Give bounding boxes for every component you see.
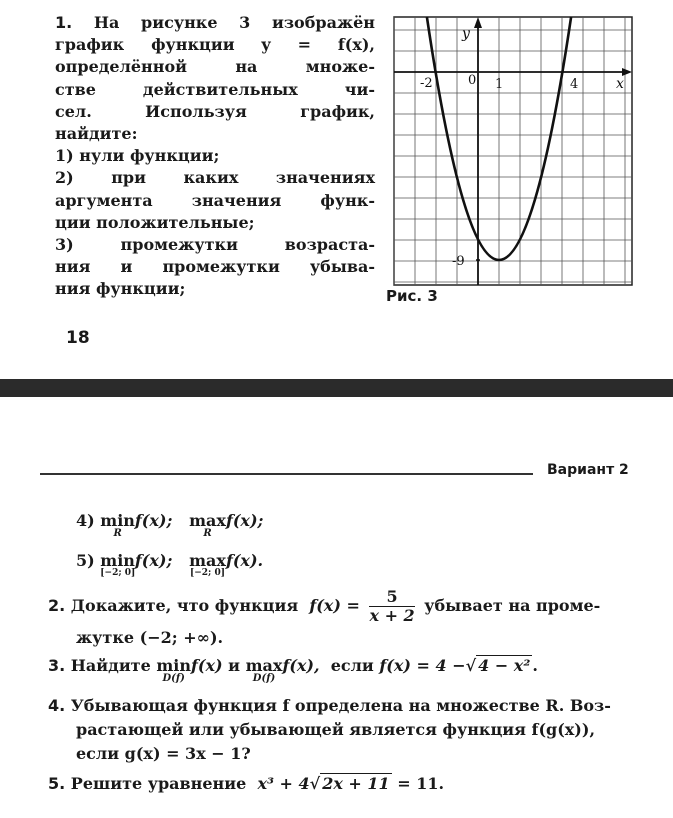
variant-label: Вариант 2 [547,462,629,478]
problem-4-line-2: растающей или убывающей является функция f(g(x)), [76,720,596,739]
tick-label-minus9: -9 [452,254,465,269]
problem-1-line-9: аргумента значения функ- [55,190,375,210]
item-4-min-word: min [100,511,135,530]
item-4-label: 4) [76,511,95,530]
problem-2-numerator: 5 [369,588,414,607]
problem-5-number: 5. [48,774,66,793]
problem-1-line-11: 3) промежутки возраста- [55,235,375,255]
item-5-min-word: min [100,551,135,570]
x-axis-label: x [616,76,624,92]
item-4 [76,511,264,539]
problem-5-sqrt-sign: √ [309,774,321,793]
tick-label-zero: 0 [468,73,477,88]
tick-label-one: 1 [495,77,504,92]
item-4-max-word: max [189,511,226,530]
problem-2-fraction [369,588,414,625]
problem-1-line-4: стве действительных чи- [55,79,375,99]
problem-3-sqrt-sign: √ [465,656,477,675]
problem-5-eq-b: = 11. [397,774,445,793]
problem-1-line-10: ции положительные; [55,212,255,232]
problem-2 [48,588,600,625]
page-number: 18 [66,328,90,348]
problem-3-fx1: f(x) [191,656,223,675]
problem-2-text-b: убывает на проме- [424,596,601,615]
item-5-fx2: f(x). [225,551,264,570]
item-4-min-sub: R [113,528,122,539]
page-divider [0,379,673,397]
item-5-max-sub: [−2; 0] [190,568,226,578]
problem-2-denominator: x + 2 [369,606,415,625]
item-4-fx2: f(x); [225,511,264,530]
problem-4-number: 4. [48,696,66,715]
item-5-min-sub: [−2; 0] [100,568,136,578]
tick-label-minus2: -2 [420,76,433,91]
function-graph [382,14,640,307]
item-4-max-sub: R [203,528,212,539]
problem-2-number: 2. [48,596,66,615]
problem-3-cond: если [330,656,374,675]
item-4-min [100,511,135,539]
problem-3-formula-sqrt: 4 − x² [478,656,531,675]
header-rule [40,473,533,475]
problem-2-line-2: жутке (−2; +∞). [76,628,224,647]
item-5-max [189,551,226,578]
problem-1-text-0: На рисунке 3 изображён [93,13,375,32]
problem-3 [48,656,538,684]
problem-1-line-6: найдите: [55,124,138,144]
problem-3-max-word: max [245,656,283,675]
figure-caption: Рис. 3 [386,287,438,305]
problem-1-line-3: определённой на множе- [55,57,375,77]
problem-5 [48,774,444,793]
problem-3-and: и [228,656,241,675]
problem-3-formula-a: f(x) = 4 − [379,656,466,675]
problem-1-number: 1. [55,13,73,32]
problem-2-func: f(x) = [309,596,360,615]
y-axis-label: y [462,26,470,42]
problem-5-eq-sqrt: 2x + 11 [322,774,390,793]
item-4-max [189,511,226,539]
problem-1-line-2: график функции y = f(x), [55,35,375,55]
problem-3-fx2: f(x), [282,656,320,675]
problem-3-min-sub: D(f) [162,673,185,684]
problem-3-max [245,656,283,684]
item-5-max-word: max [189,551,226,570]
problem-3-min [156,656,191,684]
problem-1-line-8: 2) при каких значениях [55,168,375,188]
item-5-min [100,551,136,578]
problem-1-line-13: ния функции; [55,279,186,299]
problem-5-text-a: Решите уравнение [70,774,247,793]
problem-2-text-a: Докажите, что функция [70,596,299,615]
item-5-fx1: f(x); [134,551,173,570]
item-5 [76,551,264,578]
item-5-label: 5) [76,551,95,570]
problem-5-eq-a: x³ + 4 [257,774,310,793]
problem-4-line-3: если g(x) = 3x − 1? [76,744,251,763]
problem-4 [48,696,611,715]
problem-3-text-a: Найдите [70,656,151,675]
tick-label-four: 4 [570,77,579,92]
problem-1-line-12: ния и промежутки убыва- [55,257,375,277]
problem-1-text [55,12,375,301]
problem-1-line-5: сел. Используя график, [55,101,375,121]
graph-frame [394,17,632,285]
problem-3-min-word: min [156,656,191,675]
problem-3-number: 3. [48,656,66,675]
item-4-fx1: f(x); [134,511,173,530]
problem-1-line-7: 1) нули функции; [55,146,220,166]
problem-4-line-1: Убывающая функция f определена на множестве R. Воз- [70,696,611,715]
problem-3-max-sub: D(f) [252,673,276,684]
problem-1-line-1 [55,12,375,34]
problem-3-formula-end: . [532,656,538,675]
